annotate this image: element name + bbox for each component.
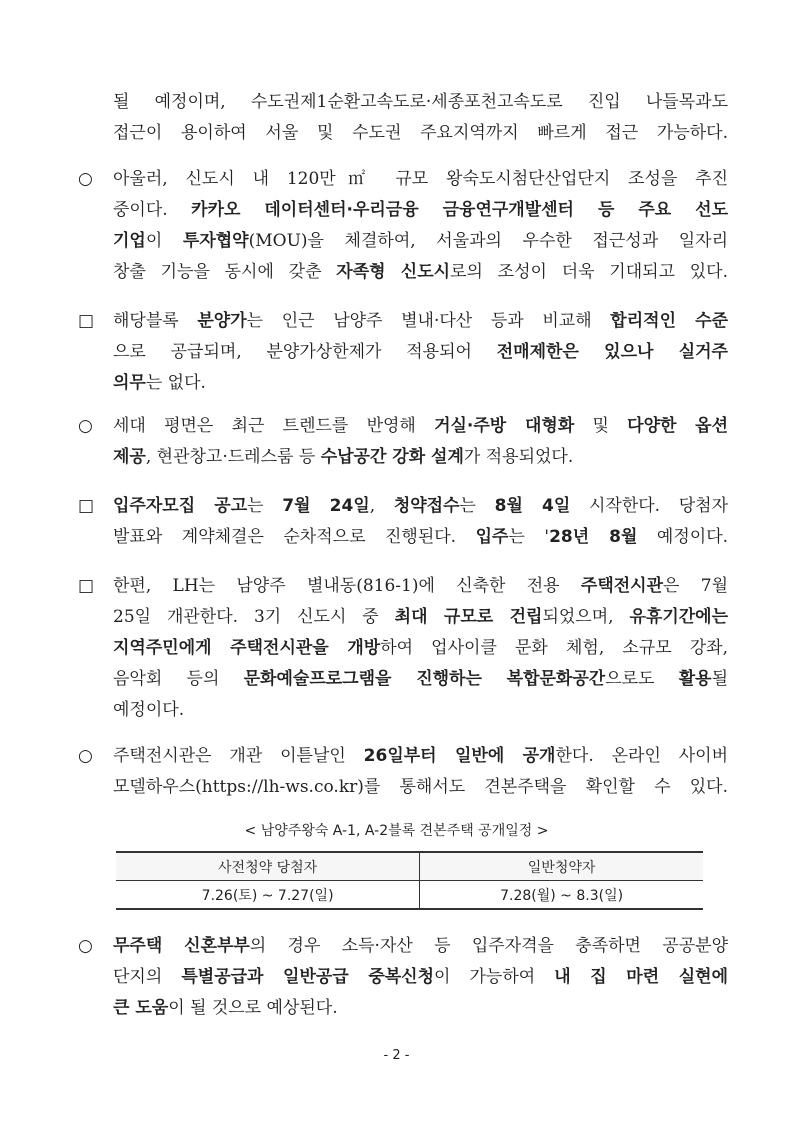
paragraph-public-opening (78, 741, 728, 803)
text-line: 주택전시관은 개관 이튿날인 26일부터 일반에 공개한다. 온라인 사이버 (113, 746, 729, 766)
text-line: 기업이 투자협약(MOU)을 체결하여, 서울과의 우수한 접근성과 일자리 (113, 231, 728, 251)
text-line: 접근이 용이하여 서울 및 수도권 주요지역까지 빠르게 접근 가능하다. (113, 123, 728, 143)
text-line: 큰 도움이 될 것으로 예상된다. (113, 998, 338, 1018)
square-bullet-icon: □ (78, 496, 95, 516)
schedule-table (116, 851, 703, 910)
paragraph-industrial-complex (78, 164, 728, 288)
text-line: 아울러, 신도시 내 120만㎡ 규모 왕숙도시첨단산업단지 조성을 추진 (113, 169, 728, 189)
text-line: 의무는 없다. (113, 373, 206, 393)
text-line: 으로 공급되며, 분양가상한제가 적용되어 전매제한은 있으나 실거주 (113, 342, 728, 362)
text-line: 무주택 신혼부부의 경우 소득·자산 등 입주자격을 충족하면 공공분양 (113, 936, 728, 956)
text-line: 지역주민에게 주택전시관을 개방하여 업사이클 문화 체험, 소규모 강좌, (113, 638, 728, 658)
paragraph-transport (78, 87, 728, 149)
text-line: 제공, 현관창고·드레스룸 등 수납공간 강화 설계가 적용되었다. (113, 447, 574, 467)
text-line: 모델하우스(https://lh-ws.co.kr)를 통해서도 견본주택을 확인할 수 있다. (113, 777, 728, 797)
text-line: 해당블록 분양가는 인근 남양주 별내·다산 등과 비교해 합리적인 수준 (113, 311, 728, 331)
paragraph-application-schedule (78, 491, 728, 553)
page-number: - 2 - (383, 1048, 410, 1063)
circle-bullet-icon: ○ (78, 936, 93, 956)
text-line: 25일 개관한다. 3기 신도시 중 최대 규모로 건립되었으며, 유휴기간에는 (113, 607, 729, 627)
text-line: 음악회 등의 문화예술프로그램을 진행하는 복합문화공간으로도 활용될 (113, 669, 729, 689)
table-header: 일반청약자 (420, 852, 703, 881)
paragraph-floor-plan (78, 411, 728, 473)
text-line: 단지의 특별공급과 일반공급 중복신청이 가능하여 내 집 마련 실현에 (113, 967, 729, 987)
square-bullet-icon: □ (78, 576, 95, 596)
text-line: 한편, LH는 남양주 별내동(816-1)에 신축한 전용 주택전시관은 7월 (113, 576, 728, 596)
text-line: 세대 평면은 최근 트렌드를 반영해 거실·주방 대형화 및 다양한 옵션 (113, 416, 728, 436)
table-row (116, 881, 703, 910)
text-line: 중이다. 카카오 데이터센터·우리금융 금융연구개발센터 등 주요 선도 (113, 200, 729, 220)
paragraph-newlyweds (78, 931, 728, 1024)
text-line: 될 예정이며, 수도권제1순환고속도로·세종포천고속도로 진입 나들목과도 (113, 92, 728, 112)
text-line: 발표와 계약체결은 순차적으로 진행된다. 입주는 '28년 8월 예정이다. (113, 527, 729, 547)
table-header: 사전청약 당첨자 (116, 852, 420, 881)
table-cell: 7.26(토) ~ 7.27(일) (116, 881, 420, 910)
text-line: 창출 기능을 동시에 갖춘 자족형 신도시로의 조성이 더욱 기대되고 있다. (113, 262, 728, 282)
circle-bullet-icon: ○ (78, 416, 93, 436)
table-cell: 7.28(월) ~ 8.3(일) (420, 881, 703, 910)
paragraph-sale-price (78, 306, 728, 399)
circle-bullet-icon: ○ (78, 746, 93, 766)
text-line: 예정이다. (113, 700, 185, 720)
table-caption: < 남양주왕숙 A-1, A-2블록 견본주택 공개일정 > (244, 823, 549, 839)
square-bullet-icon: □ (78, 311, 95, 331)
text-line: 입주자모집 공고는 7월 24일, 청약접수는 8월 4일 시작한다. 당첨자 (113, 496, 729, 516)
circle-bullet-icon: ○ (78, 169, 93, 189)
paragraph-model-house (78, 571, 728, 726)
